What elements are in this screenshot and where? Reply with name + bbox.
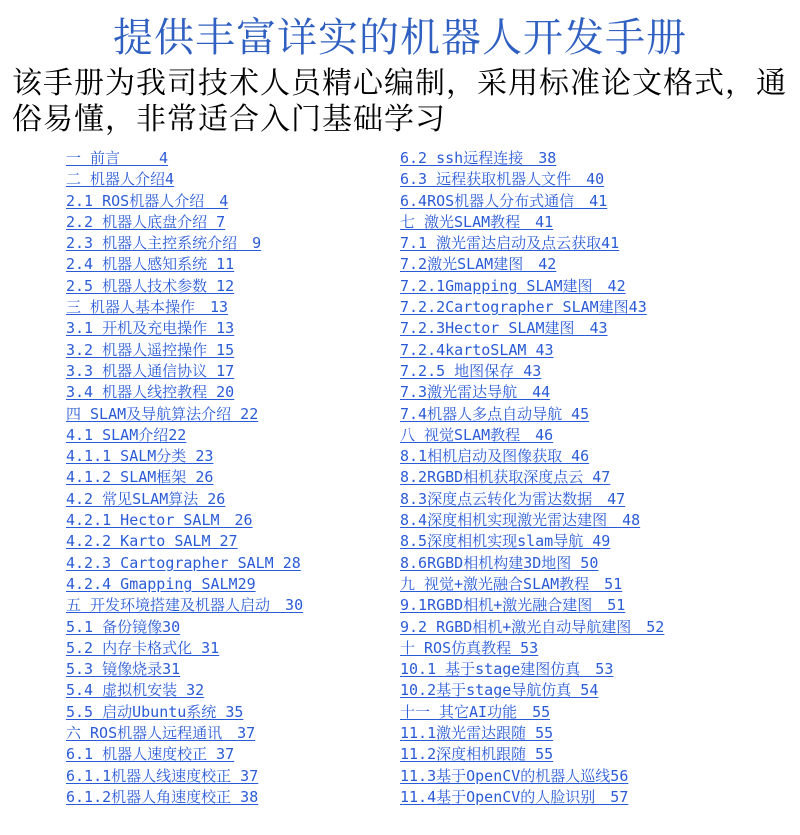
- toc-entry: [66, 232, 303, 253]
- toc-entry: [66, 381, 303, 402]
- toc-entry: [66, 253, 303, 274]
- toc-link[interactable]: 4.2.3 Cartographer SALM 28: [66, 553, 301, 572]
- toc-entry: [66, 658, 303, 679]
- toc-link[interactable]: 7.2.5 地图保存 43: [400, 361, 542, 380]
- toc-link[interactable]: 3.2 机器人遥控操作 15: [66, 340, 235, 359]
- toc-link[interactable]: 五 开发环境搭建及机器人启动 30: [66, 596, 304, 615]
- toc-link[interactable]: 4.1.2 SLAM框架 26: [66, 468, 214, 487]
- toc-link[interactable]: 七 激光SLAM教程 41: [400, 212, 554, 231]
- toc-entry: [400, 339, 664, 360]
- toc-link[interactable]: 3.4 机器人线控教程 20: [66, 383, 235, 402]
- toc-link[interactable]: 六 ROS机器人远程通讯 37: [66, 724, 256, 743]
- toc-link[interactable]: 4.2.1 Hector SALM 26: [66, 511, 253, 530]
- toc-entry: [400, 722, 664, 743]
- toc-entry: [66, 317, 303, 338]
- toc-link[interactable]: 四 SLAM及导航算法介绍 22: [66, 404, 259, 423]
- toc-entry: [400, 616, 664, 637]
- toc-link[interactable]: 4.2.2 Karto SALM 27: [66, 532, 238, 551]
- toc-entry: [400, 743, 664, 764]
- toc-link[interactable]: 8.3深度点云转化为雷达数据 47: [400, 489, 626, 508]
- toc-entry: [400, 488, 664, 509]
- toc-entry: [66, 637, 303, 658]
- toc-link[interactable]: 5.2 内存卡格式化 31: [66, 638, 220, 657]
- toc-link[interactable]: 2.2 机器人底盘介绍 7: [66, 212, 226, 231]
- toc-link[interactable]: 6.1 机器人速度校正 37: [66, 745, 235, 764]
- toc-link[interactable]: 4.2.4 Gmapping SALM29: [66, 574, 256, 593]
- toc-entry: [66, 275, 303, 296]
- toc-entry: [400, 381, 664, 402]
- toc-entry: [66, 530, 303, 551]
- toc-entry: [400, 211, 664, 232]
- toc-entry: [66, 211, 303, 232]
- toc-link[interactable]: 7.2激光SLAM建图 42: [400, 255, 557, 274]
- toc-link[interactable]: 6.1.2机器人角速度校正 38: [66, 787, 259, 806]
- toc-entry: [66, 445, 303, 466]
- toc-entry: [66, 701, 303, 722]
- toc-link[interactable]: 八 视觉SLAM教程 46: [400, 425, 554, 444]
- toc-link[interactable]: 8.2RGBD相机获取深度点云 47: [400, 468, 611, 487]
- toc-entry: [400, 168, 664, 189]
- toc-link[interactable]: 3.3 机器人通信协议 17: [66, 361, 235, 380]
- toc-entry: [400, 317, 664, 338]
- toc-link[interactable]: 8.5深度相机实现slam导航 49: [400, 532, 611, 551]
- toc-entry: [66, 296, 303, 317]
- toc-entry: [400, 190, 664, 211]
- toc-entry: [400, 232, 664, 253]
- toc-link[interactable]: 9.1RGBD相机+激光融合建图 51: [400, 596, 626, 615]
- toc-entry: [66, 424, 303, 445]
- toc-link[interactable]: 2.5 机器人技术参数 12: [66, 276, 235, 295]
- toc-link[interactable]: 7.2.4kartoSLAM 43: [400, 340, 554, 359]
- toc-link[interactable]: 8.6RGBD相机构建3D地图 50: [400, 553, 599, 572]
- toc-entry: [400, 253, 664, 274]
- toc-entry: [400, 786, 664, 807]
- toc-column-right: [400, 147, 664, 807]
- toc-link[interactable]: 6.4ROS机器人分布式通信 41: [400, 191, 608, 210]
- toc-link[interactable]: 3.1 开机及充电操作 13: [66, 319, 235, 338]
- toc-entry: [66, 722, 303, 743]
- toc-entry: [400, 147, 664, 168]
- toc-link[interactable]: 8.4深度相机实现激光雷达建图 48: [400, 511, 641, 530]
- toc-link[interactable]: 5.5 启动Ubuntu系统 35: [66, 702, 244, 721]
- toc-entry: [66, 466, 303, 487]
- page-title: 提供丰富详实的机器人开发手册: [113, 15, 687, 61]
- toc-entry: [400, 509, 664, 530]
- toc-entry: [66, 488, 303, 509]
- toc-entry: [400, 360, 664, 381]
- toc-entry: [66, 743, 303, 764]
- toc-entry: [400, 530, 664, 551]
- toc-entry: [66, 147, 303, 168]
- toc-entry: [66, 786, 303, 807]
- toc-link[interactable]: 4.1.1 SALM分类 23: [66, 447, 214, 466]
- toc-link[interactable]: 7.3激光雷达导航 44: [400, 383, 551, 402]
- toc-link[interactable]: 十一 其它AI功能 55: [400, 702, 551, 721]
- toc-link[interactable]: 2.3 机器人主控系统介绍 9: [66, 234, 262, 253]
- toc-entry: [66, 594, 303, 615]
- toc-link[interactable]: 5.1 备份镜像30: [66, 617, 181, 636]
- toc-link[interactable]: 九 视觉+激光融合SLAM教程 51: [400, 574, 623, 593]
- toc-link[interactable]: 8.1相机启动及图像获取 46: [400, 447, 590, 466]
- toc-link[interactable]: 三 机器人基本操作 13: [66, 298, 229, 317]
- toc-entry: [66, 509, 303, 530]
- toc-entry: [66, 403, 303, 424]
- toc-link[interactable]: 9.2 RGBD相机+激光自动导航建图 52: [400, 617, 665, 636]
- toc-entry: [66, 360, 303, 381]
- toc-entry: [66, 679, 303, 700]
- toc-entry: [400, 296, 664, 317]
- toc-link[interactable]: 11.4基于OpenCV的人脸识别 57: [400, 787, 629, 806]
- toc-entry: [400, 466, 664, 487]
- toc-link[interactable]: 一 前言 4: [66, 149, 169, 167]
- toc-link[interactable]: 二 机器人介绍4: [66, 170, 175, 189]
- toc-link[interactable]: 10.2基于stage导航仿真 54: [400, 681, 599, 700]
- toc-link[interactable]: 11.1激光雷达跟随 55: [400, 724, 554, 743]
- toc-entry: [66, 552, 303, 573]
- toc-entry: [400, 765, 664, 786]
- toc-link[interactable]: 7.2.2Cartographer SLAM建图43: [400, 298, 647, 317]
- toc-link[interactable]: 11.2深度相机跟随 55: [400, 745, 554, 764]
- toc-entry: [66, 616, 303, 637]
- toc-entry: [400, 275, 664, 296]
- toc-link[interactable]: 7.2.1Gmapping SLAM建图 42: [400, 276, 626, 295]
- toc-link[interactable]: 十 ROS仿真教程 53: [400, 638, 539, 657]
- toc-entry: [400, 701, 664, 722]
- toc-link[interactable]: 6.3 远程获取机器人文件 40: [400, 170, 605, 189]
- toc-entry: [400, 403, 664, 424]
- toc-link[interactable]: 6.2 ssh远程连接 38: [400, 149, 557, 167]
- toc-entry: [400, 594, 664, 615]
- toc-link[interactable]: 10.1 基于stage建图仿真 53: [400, 660, 614, 679]
- toc-entry: [400, 679, 664, 700]
- toc-entry: [66, 168, 303, 189]
- toc-entry: [66, 765, 303, 786]
- toc-entry: [400, 637, 664, 658]
- toc-entry: [400, 658, 664, 679]
- toc-column-left: [66, 147, 303, 807]
- toc-entry: [400, 552, 664, 573]
- toc-entry: [400, 573, 664, 594]
- toc-link[interactable]: 2.1 ROS机器人介绍 4: [66, 191, 229, 210]
- toc-link[interactable]: 7.1 激光雷达启动及点云获取41: [400, 234, 620, 253]
- toc-entry: [66, 339, 303, 360]
- toc-link[interactable]: 5.4 虚拟机安装 32: [66, 681, 205, 700]
- toc-link[interactable]: 11.3基于OpenCV的机器人巡线56: [400, 766, 629, 785]
- toc-entry: [400, 424, 664, 445]
- toc-link[interactable]: 4.2 常见SLAM算法 26: [66, 489, 226, 508]
- toc-entry: [400, 445, 664, 466]
- toc-link[interactable]: 7.4机器人多点自动导航 45: [400, 404, 590, 423]
- page-description: 该手册为我司技术人员精心编制，采用标准论文格式，通俗易懂，非常适合入门基础学习: [12, 66, 787, 137]
- toc-link[interactable]: 7.2.3Hector SLAM建图 43: [400, 319, 608, 338]
- toc-link[interactable]: 5.3 镜像烧录31: [66, 660, 181, 679]
- toc-entry: [66, 573, 303, 594]
- toc-link[interactable]: 4.1 SLAM介绍22: [66, 425, 187, 444]
- toc-link[interactable]: 2.4 机器人感知系统 11: [66, 255, 235, 274]
- toc-entry: [66, 190, 303, 211]
- toc-link[interactable]: 6.1.1机器人线速度校正 37: [66, 766, 259, 785]
